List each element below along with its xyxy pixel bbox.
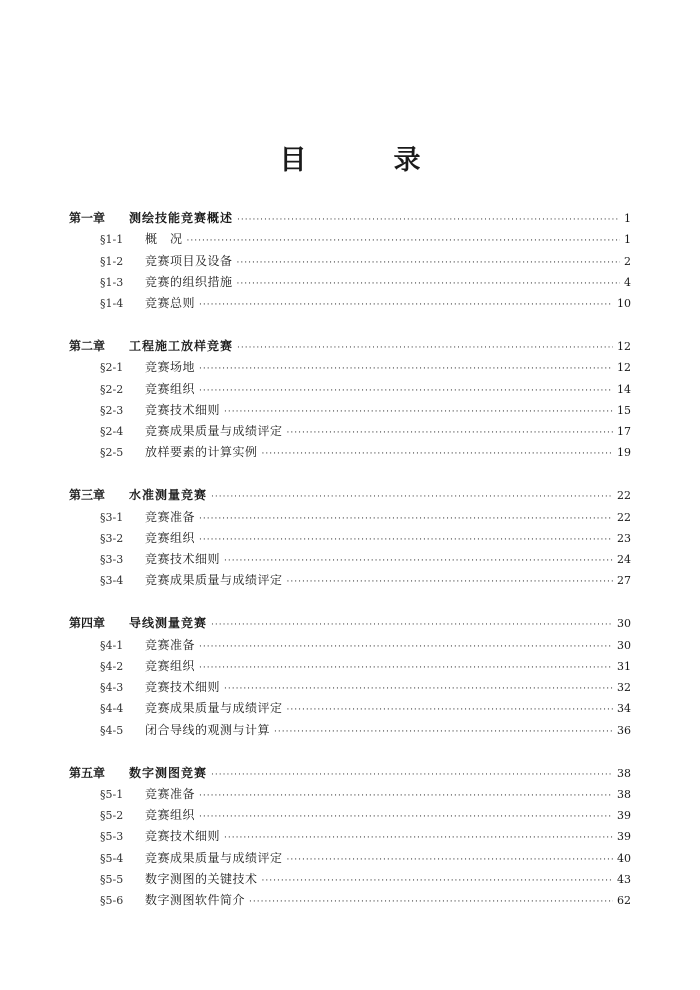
section-title: 竞赛总则 (145, 296, 196, 311)
section-number: §1-4 (100, 297, 124, 311)
section-number: §1-3 (100, 275, 124, 289)
section-title: 竞赛技术细则 (145, 680, 221, 695)
dot-leader (211, 765, 613, 786)
toc-section-entry[interactable] (69, 720, 631, 741)
toc-section-entry[interactable] (69, 251, 631, 272)
toc-section-entry[interactable] (69, 379, 631, 400)
section-number: §4-4 (100, 702, 124, 716)
page-number: 36 (617, 723, 631, 737)
section-number: §3-4 (100, 574, 124, 588)
dot-leader (274, 722, 613, 743)
toc-chapter-entry[interactable] (69, 336, 631, 357)
dot-leader (262, 871, 613, 892)
dot-leader (224, 828, 613, 849)
dot-leader (287, 423, 613, 444)
section-title: 闭合导线的观测与计算 (145, 722, 271, 737)
page-number: 4 (624, 275, 631, 289)
section-title: 竞赛组织 (145, 381, 196, 396)
section-title: 竞赛组织 (145, 658, 196, 673)
page-number: 22 (617, 489, 631, 503)
dot-leader (199, 786, 613, 807)
page-number: 39 (617, 809, 631, 823)
dot-leader (224, 402, 613, 423)
page-number: 24 (617, 553, 631, 567)
section-number: §4-2 (100, 659, 124, 673)
page-number: 27 (617, 574, 631, 588)
toc-section-entry[interactable] (69, 528, 631, 549)
page-number: 43 (617, 873, 631, 887)
toc-section-entry[interactable] (69, 421, 631, 442)
toc-section-entry[interactable] (69, 826, 631, 847)
toc-section-entry[interactable] (69, 400, 631, 421)
toc-section-entry[interactable] (69, 677, 631, 698)
section-number: §2-4 (100, 425, 124, 439)
page-number: 2 (624, 254, 631, 268)
page-number: 23 (617, 531, 631, 545)
page-number: 62 (617, 894, 631, 908)
chapter-number: 第五章 (69, 765, 106, 780)
chapter-block (69, 485, 631, 591)
section-title: 概 况 (145, 232, 183, 247)
toc-section-entry[interactable] (69, 507, 631, 528)
section-title: 竞赛项目及设备 (145, 253, 233, 268)
section-number: §5-5 (100, 873, 124, 887)
page-number: 22 (617, 510, 631, 524)
dot-leader (249, 892, 613, 913)
dot-leader (224, 679, 613, 700)
section-number: §3-1 (100, 510, 124, 524)
dot-leader (237, 210, 620, 231)
toc-section-entry[interactable] (69, 229, 631, 250)
page-number: 14 (617, 382, 631, 396)
page-number: 12 (617, 361, 631, 375)
page-number: 38 (617, 787, 631, 801)
section-number: §5-3 (100, 830, 124, 844)
section-title: 数字测图软件简介 (145, 893, 246, 908)
toc-section-entry[interactable] (69, 635, 631, 656)
toc-section-entry[interactable] (69, 848, 631, 869)
section-title: 竞赛准备 (145, 637, 196, 652)
dot-leader (262, 444, 613, 465)
section-number: §2-1 (100, 361, 124, 375)
chapter-number: 第四章 (69, 616, 106, 631)
page-number: 32 (617, 681, 631, 695)
dot-leader (237, 274, 620, 295)
chapter-block (69, 613, 631, 741)
section-number: §4-1 (100, 638, 124, 652)
table-of-contents (69, 208, 631, 933)
section-number: §2-3 (100, 403, 124, 417)
section-title: 竞赛技术细则 (145, 829, 221, 844)
section-title: 竞赛组织 (145, 808, 196, 823)
dot-leader (237, 253, 620, 274)
section-title: 竞赛准备 (145, 509, 196, 524)
toc-chapter-entry[interactable] (69, 763, 631, 784)
page-number: 30 (617, 638, 631, 652)
section-title: 数字测图的关键技术 (145, 872, 258, 887)
section-number: §5-4 (100, 851, 124, 865)
page-number: 10 (617, 297, 631, 311)
section-number: §3-2 (100, 531, 124, 545)
page-number: 31 (617, 659, 631, 673)
toc-section-entry[interactable] (69, 805, 631, 826)
toc-section-entry[interactable] (69, 442, 631, 463)
page-number: 30 (617, 617, 631, 631)
dot-leader (187, 231, 620, 252)
chapter-number: 第三章 (69, 488, 106, 503)
chapter-title: 工程施工放样竞赛 (129, 338, 234, 353)
section-title: 放样要素的计算实例 (145, 445, 258, 460)
dot-leader (199, 359, 613, 380)
dot-leader (287, 850, 613, 871)
page-number: 38 (617, 766, 631, 780)
toc-section-entry[interactable] (69, 656, 631, 677)
section-title: 竞赛成果质量与成绩评定 (145, 701, 283, 716)
section-number: §2-5 (100, 446, 124, 460)
chapter-number: 第二章 (69, 338, 106, 353)
section-number: §4-3 (100, 681, 124, 695)
section-title: 竞赛组织 (145, 530, 196, 545)
page-number: 1 (624, 212, 631, 225)
dot-leader (199, 658, 613, 679)
section-number: §3-3 (100, 553, 124, 567)
section-number: §1-1 (100, 233, 124, 247)
toc-chapter-entry[interactable] (69, 208, 631, 229)
section-number: §5-1 (100, 787, 124, 801)
dot-leader (224, 551, 613, 572)
section-title: 竞赛准备 (145, 786, 196, 801)
page-number: 15 (617, 403, 631, 417)
section-number: §4-5 (100, 723, 124, 737)
section-title: 竞赛成果质量与成绩评定 (145, 424, 283, 439)
section-title: 竞赛成果质量与成绩评定 (145, 850, 283, 865)
chapter-block (69, 208, 631, 314)
section-title: 竞赛成果质量与成绩评定 (145, 573, 283, 588)
chapter-block (69, 763, 631, 912)
chapter-title: 导线测量竞赛 (129, 616, 208, 631)
chapter-title: 测绘技能竞赛概述 (129, 211, 234, 225)
section-number: §5-2 (100, 809, 124, 823)
section-title: 竞赛技术细则 (145, 552, 221, 567)
chapter-block (69, 336, 631, 464)
toc-section-entry[interactable] (69, 549, 631, 570)
dot-leader (199, 381, 613, 402)
dot-leader (211, 615, 613, 636)
dot-leader (211, 487, 613, 508)
toc-section-entry[interactable] (69, 784, 631, 805)
toc-chapter-entry[interactable] (69, 485, 631, 506)
page-title: 目 录 (279, 145, 451, 176)
chapter-title: 水准测量竞赛 (129, 488, 208, 503)
page-number: 34 (617, 702, 631, 716)
toc-section-entry[interactable] (69, 272, 631, 293)
toc-chapter-entry[interactable] (69, 613, 631, 634)
dot-leader (199, 807, 613, 828)
page-number: 19 (617, 446, 631, 460)
toc-section-entry[interactable] (69, 698, 631, 719)
page-number: 39 (617, 830, 631, 844)
page-number: 12 (617, 339, 631, 353)
dot-leader (199, 637, 613, 658)
dot-leader (287, 572, 613, 593)
chapter-title: 数字测图竞赛 (129, 765, 208, 780)
chapter-number: 第一章 (69, 211, 106, 225)
toc-section-entry[interactable] (69, 890, 631, 911)
dot-leader (287, 700, 613, 721)
toc-section-entry[interactable] (69, 293, 631, 314)
page-number: 40 (617, 851, 631, 865)
dot-leader (199, 509, 613, 530)
dot-leader (237, 338, 613, 359)
dot-leader (199, 295, 613, 316)
section-number: §1-2 (100, 254, 124, 268)
toc-section-entry[interactable] (69, 357, 631, 378)
section-title: 竞赛技术细则 (145, 402, 221, 417)
section-number: §2-2 (100, 382, 124, 396)
dot-leader (199, 530, 613, 551)
toc-section-entry[interactable] (69, 869, 631, 890)
page-number: 17 (617, 425, 631, 439)
toc-section-entry[interactable] (69, 570, 631, 591)
page-number: 1 (624, 233, 631, 247)
section-number: §5-6 (100, 894, 124, 908)
section-title: 竞赛的组织措施 (145, 274, 233, 289)
section-title: 竞赛场地 (145, 360, 196, 375)
